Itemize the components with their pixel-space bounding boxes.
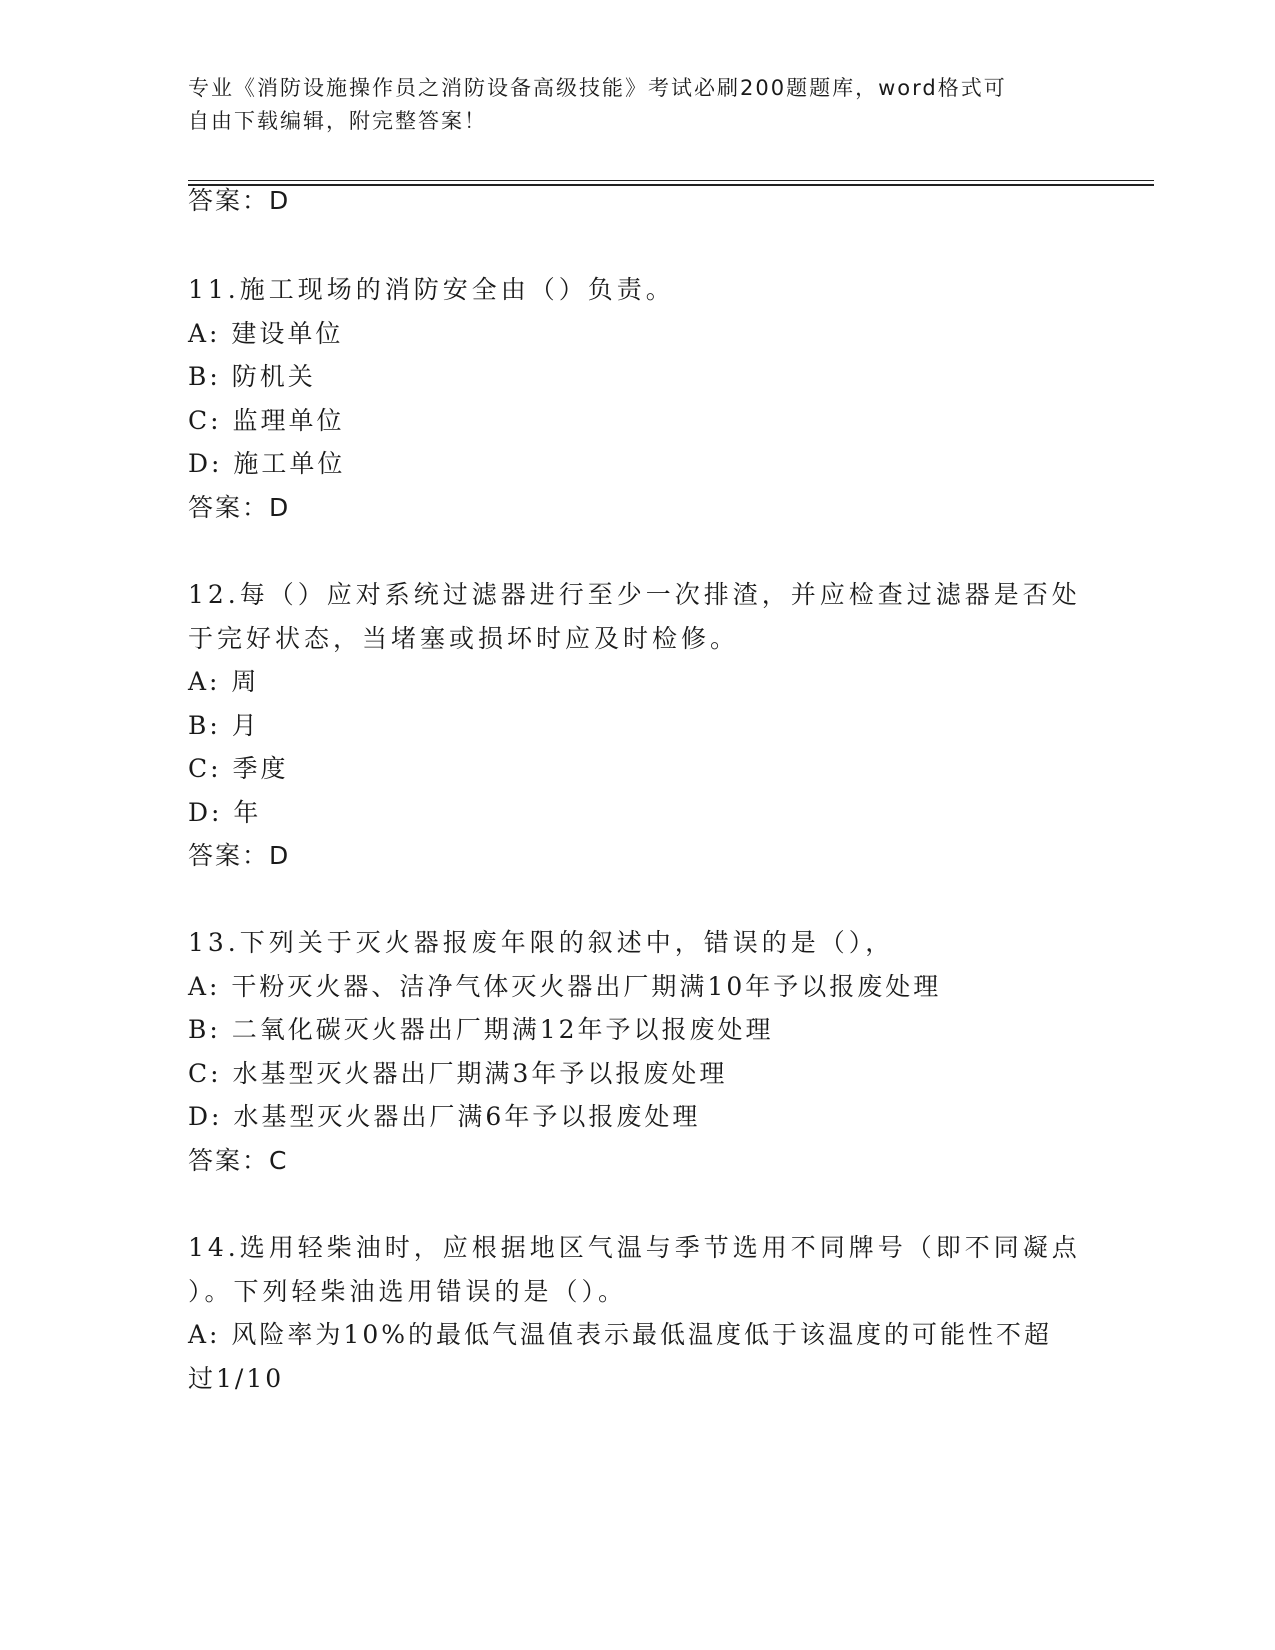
question-11-stem: 11.施工现场的消防安全由（）负责。 (188, 275, 675, 304)
document-header (188, 72, 1068, 138)
question-12-option-b: B: 月 (188, 711, 260, 740)
question-12-option-a: A: 周 (188, 667, 260, 696)
question-12-option-c: C: 季度 (188, 754, 289, 783)
answer-q12: 答案：D (188, 841, 291, 870)
question-14-stem-line-2: ）。下列轻柴油选用错误的是（）。 (188, 1277, 628, 1306)
question-11-option-d: D: 施工单位 (188, 449, 346, 478)
header-line-2: 自由下载编辑，附完整答案！ (188, 109, 487, 133)
question-13-option-a: A: 干粉灭火器、洁净气体灭火器出厂期满10年予以报废处理 (188, 972, 942, 1001)
question-13-option-b: B: 二氧化碳灭火器出厂期满12年予以报废处理 (188, 1015, 774, 1044)
question-12-stem-line-2: 于完好状态，当堵塞或损坏时应及时检修。 (188, 624, 740, 653)
question-11-option-b: B: 防机关 (188, 362, 316, 391)
answer-q10: 答案：D (188, 186, 291, 215)
question-14-option-a-line-1: A: 风险率为10%的最低气温值表示最低温度低于该温度的可能性不超 (188, 1320, 1052, 1349)
question-12-option-d: D: 年 (188, 798, 262, 827)
question-11-option-a: A: 建设单位 (188, 319, 344, 348)
question-14-stem-line-1: 14.选用轻柴油时，应根据地区气温与季节选用不同牌号（即不同凝点 (188, 1233, 1081, 1262)
question-13-stem: 13.下列关于灭火器报废年限的叙述中，错误的是（）， (188, 928, 895, 957)
question-13-option-c: C: 水基型灭火器出厂期满3年予以报废处理 (188, 1059, 728, 1088)
header-divider-top (188, 180, 1154, 181)
question-13-option-d: D: 水基型灭火器出厂满6年予以报废处理 (188, 1102, 701, 1131)
header-line-1: 专业《消防设施操作员之消防设备高级技能》考试必刷200题题库，word格式可 (188, 76, 1007, 100)
question-12-stem-line-1: 12.每（）应对系统过滤器进行至少一次排渣，并应检查过滤器是否处 (188, 580, 1081, 609)
question-14-option-a-line-2: 过1/10 (188, 1364, 285, 1393)
answer-q13: 答案：C (188, 1146, 289, 1175)
answer-q11: 答案：D (188, 493, 291, 522)
header-divider-bottom (188, 184, 1154, 186)
question-11-option-c: C: 监理单位 (188, 406, 345, 435)
